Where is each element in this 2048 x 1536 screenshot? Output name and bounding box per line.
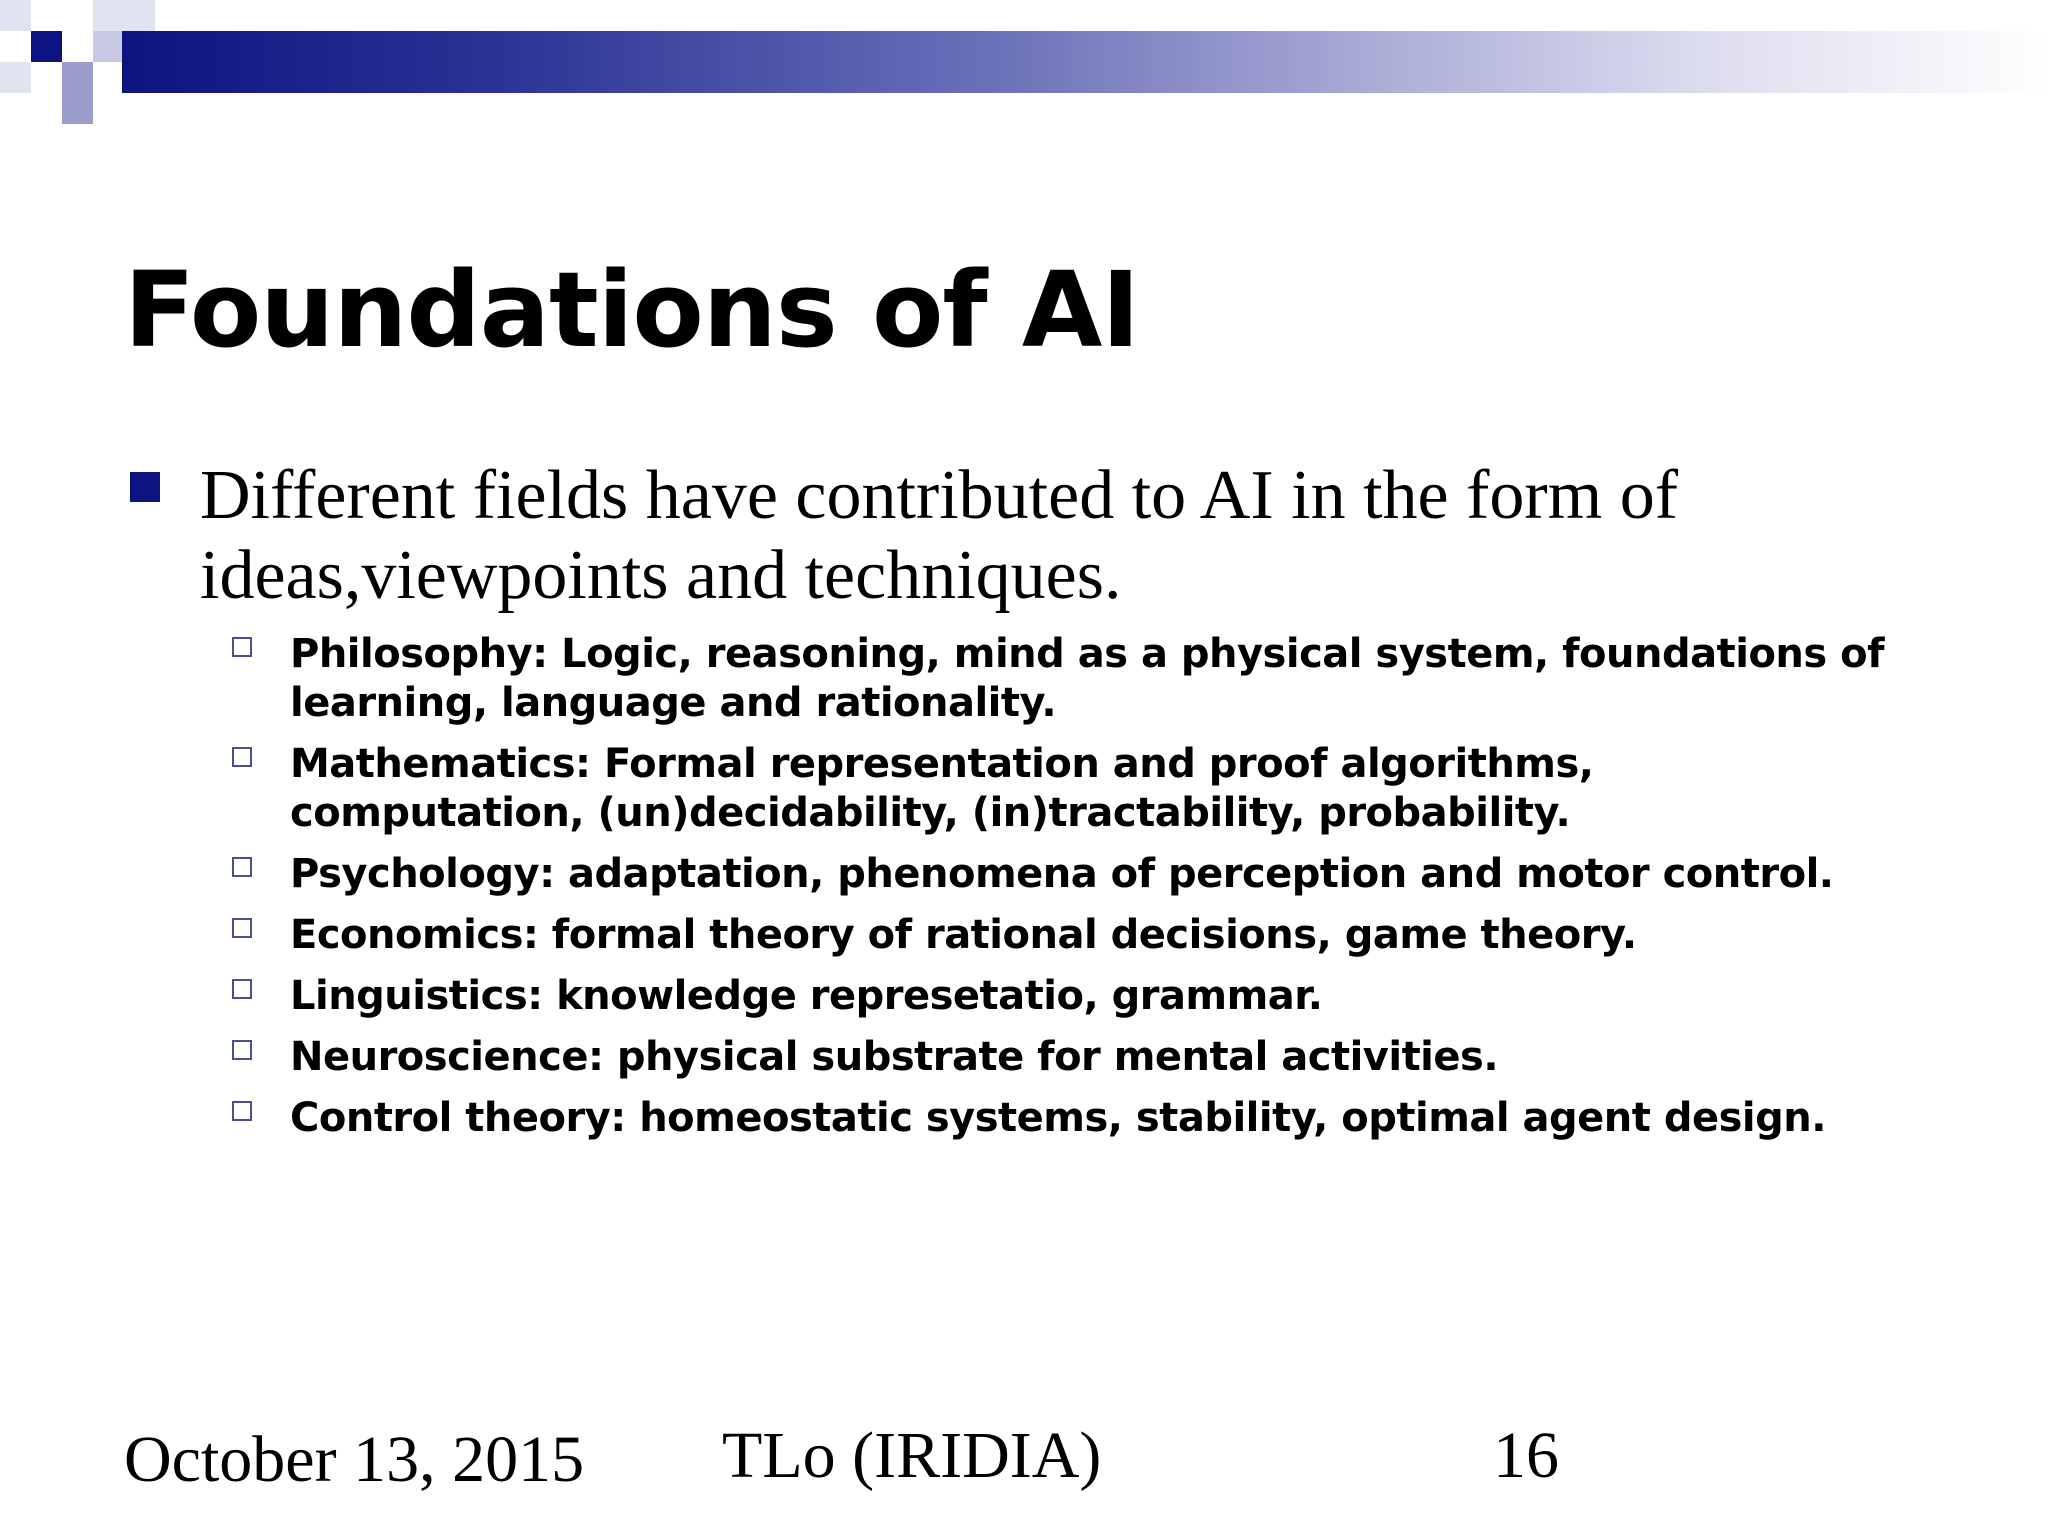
hollow-square-bullet-icon [232, 918, 252, 938]
hollow-square-bullet-icon [232, 637, 252, 657]
hollow-square-bullet-icon [232, 1101, 252, 1121]
sub-point-text: Neuroscience: physical substrate for mental activities. [290, 1034, 1499, 1080]
sub-point-item [230, 630, 1890, 728]
footer-date: October 13, 2015 [124, 1423, 585, 1496]
footer-author: TLo (IRIDIA) [722, 1419, 1102, 1492]
decorative-square [62, 62, 93, 93]
sub-point-item [230, 1033, 1890, 1082]
footer-page-number: 16 [1493, 1419, 1559, 1492]
hollow-square-bullet-icon [232, 979, 252, 999]
hollow-square-bullet-icon [232, 857, 252, 877]
filled-square-bullet-icon [130, 472, 160, 502]
sub-point-item [230, 911, 1890, 960]
sub-point-text: Economics: formal theory of rational decisions, game theory. [290, 912, 1637, 958]
decorative-square [0, 62, 31, 93]
header-gradient-bar [122, 31, 2048, 93]
sub-point-text: Psychology: adaptation, phenomena of perception and motor control. [290, 851, 1834, 897]
hollow-square-bullet-icon [232, 747, 252, 767]
sub-point-text: Mathematics: Formal representation and proof algorithms, computation, (un)decidability, (in)tractability, probability. [290, 741, 1594, 836]
decorative-square [93, 31, 124, 62]
hollow-square-bullet-icon [232, 1040, 252, 1060]
sub-point-item [230, 850, 1890, 899]
decorative-square [62, 93, 93, 124]
decorative-square [0, 0, 31, 31]
sub-point-text: Philosophy: Logic, reasoning, mind as a physical system, foundations of learning, language and rationality. [290, 631, 1885, 726]
sub-point-text: Control theory: homeostatic systems, stability, optimal agent design. [290, 1095, 1826, 1141]
sub-point-item [230, 740, 1890, 838]
decorative-square [31, 31, 62, 62]
sub-point-item [230, 972, 1890, 1021]
slide-title: Foundations of AI [124, 249, 1140, 371]
sub-point-item [230, 1094, 1890, 1143]
sub-point-text: Linguistics: knowledge represetatio, grammar. [290, 973, 1323, 1019]
decorative-square [93, 0, 155, 31]
sub-point-list [230, 630, 1890, 1155]
main-point-text: Different fields have contributed to AI in the form of ideas,viewpoints and techniques. [200, 457, 1678, 614]
